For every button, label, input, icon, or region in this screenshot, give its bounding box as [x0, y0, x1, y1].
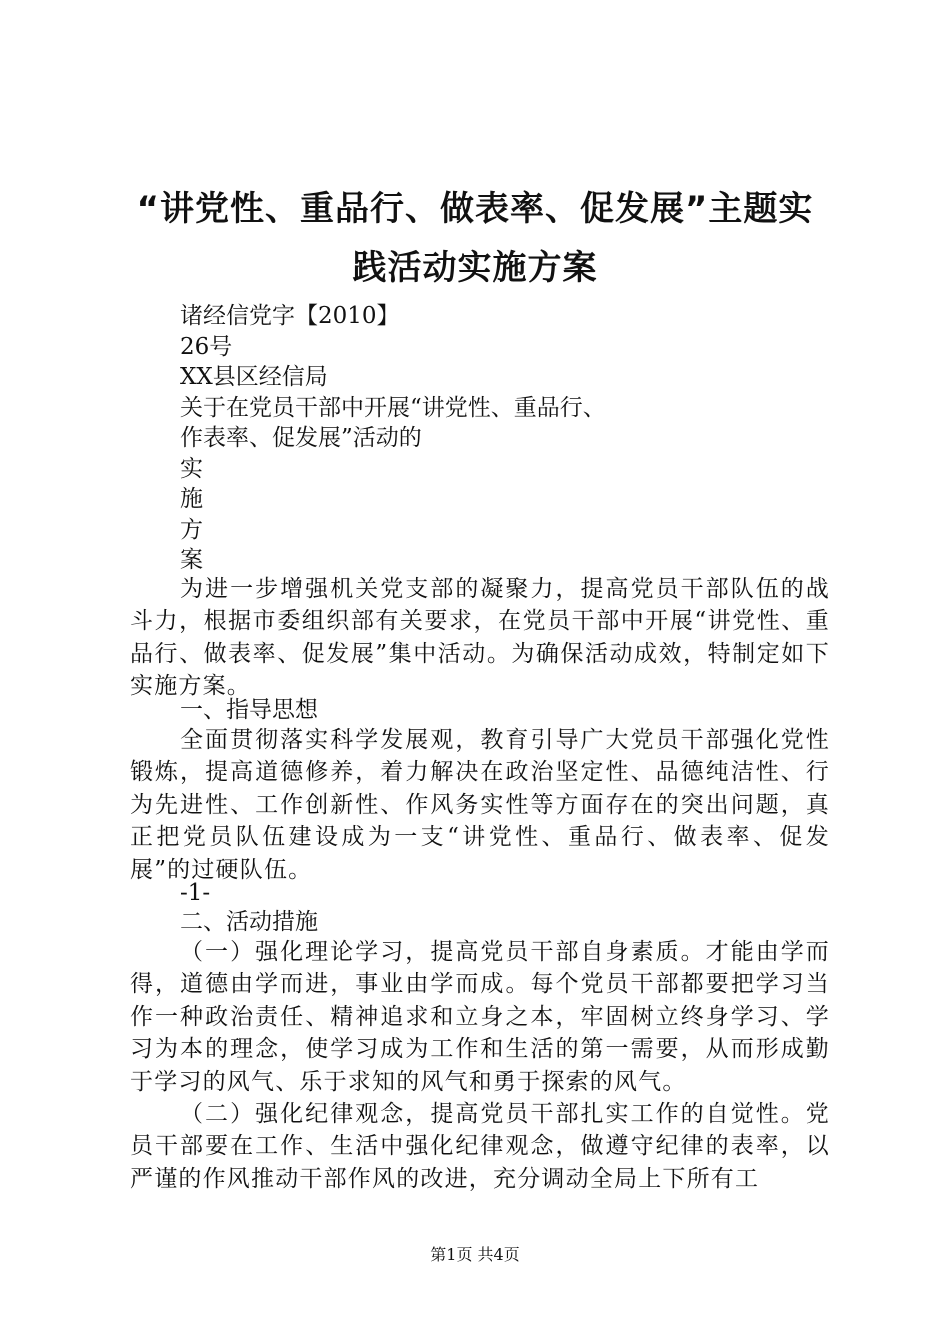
subject-char-3: 方 — [180, 517, 203, 543]
document-title-line-1: “讲党性、重品行、做表率、促发展”主题实 — [136, 189, 814, 229]
subject-line-1: 关于在党员干部中开展“讲党性、重品行、 — [180, 395, 606, 421]
section-1-heading: 一、指导思想 — [180, 697, 318, 723]
subject-char-1: 实 — [180, 456, 203, 482]
subject-char-4: 案 — [180, 547, 203, 573]
page-footer: 第1页 共4页 — [430, 1245, 520, 1264]
doc-number-line: 诸经信党字【2010】 — [180, 303, 400, 329]
document-title-line-2: 践活动实施方案 — [352, 248, 598, 288]
doc-number-suffix: 26号 — [180, 334, 233, 360]
issuing-office: XX县区经信局 — [180, 364, 328, 390]
subject-char-2: 施 — [180, 486, 203, 512]
section-2-heading: 二、活动措施 — [180, 909, 318, 935]
section-2-item-1: （一）强化理论学习，提高党员干部自身素质。才能由学而得，道德由学而进，事业由学而成。每个党员干部都要把学习当作一种政治责任、精神追求和立身之本，牢固树立终身学习、学习为本的理念，使学习成为工作和生活的第一需要，从而形成勤于学习的风气、乐于求知的风气和勇于探索的风气。 — [130, 939, 830, 1095]
subject-line-2: 作表率、促发展”活动的 — [180, 425, 422, 451]
section-1-body: 全面贯彻落实科学发展观，教育引导广大党员干部强化党性锻炼，提高道德修养，着力解决在政治坚定性、品德纯洁性、行为先进性、工作创新性、作风务实性等方面存在的突出问题，真正把党员队伍建设成为一支“讲党性、重品行、做表率、促发展”的过硬队伍。 — [130, 727, 830, 883]
section-2-item-2: （二）强化纪律观念，提高党员干部扎实工作的自觉性。党员干部要在工作、生活中强化纪律观念，做遵守纪律的表率，以严谨的作风推动干部作风的改进，充分调动全局上下所有工 — [130, 1101, 830, 1192]
page-marker: -1- — [180, 880, 211, 906]
intro-paragraph: 为进一步增强机关党支部的凝聚力，提高党员干部队伍的战斗力，根据市委组织部有关要求，在党员干部中开展“讲党性、重品行、做表率、促发展”集中活动。为确保活动成效，特制定如下实施方案。 — [130, 576, 830, 700]
